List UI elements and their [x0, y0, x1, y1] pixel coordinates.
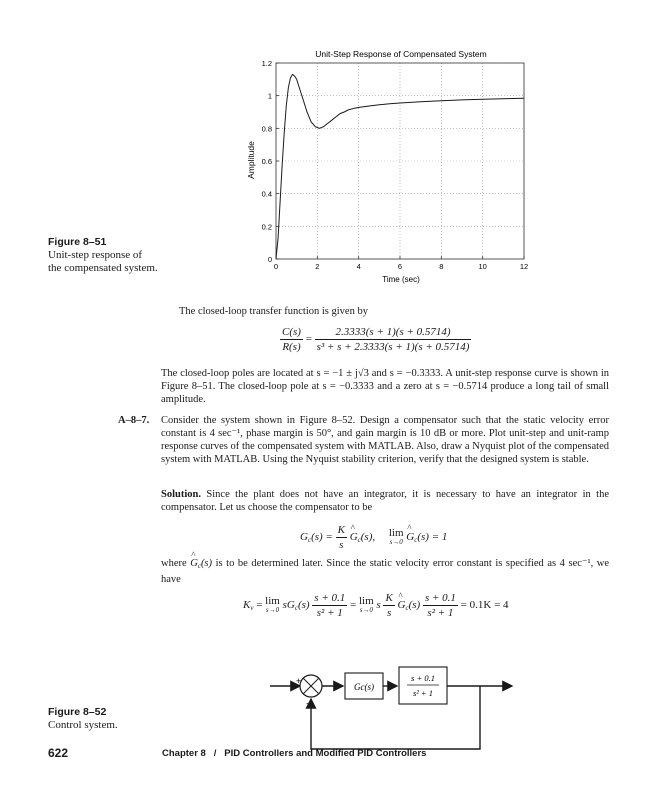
figure-8-51-text: Unit-step response of the compensated system.: [48, 249, 158, 274]
chart-grid: [276, 63, 524, 259]
poles-paragraph: The closed-loop poles are located at s = −1 ± j√3 and s = −0.3333. A unit-step response curve is shown in Figure 8–51. The closed-loop pole at s = −0.3333 and a zero at s = −0.5714 produce a long tail of small amplitude.: [161, 368, 609, 405]
x-tick-label: 0: [273, 262, 279, 271]
plus-sign: +: [296, 676, 302, 686]
compensator-equation: $G_c(s)$ = $\frac{K}{s}$ ^ $G_c(s)$, lim s→0 ^ $G_c(s) = 1$: [300, 524, 447, 551]
feedback-path: [311, 686, 480, 749]
figure-8-51-caption: [48, 236, 158, 275]
kv-equation: $K_v$ = lim s→0 $sG_c(s)$ $\frac{s + 0.1}{\text{s² + 1}}$ = lim s→0 s $\frac{K}{s}$ ^ $G_c(s)$ $\frac{s + 0.1}{\text{s² + 1}}$ = 0.1K = 4: [243, 592, 509, 619]
compensator-block-label: Gc(s): [354, 682, 374, 692]
closed-loop-intro: The closed-loop transfer function is given by: [179, 306, 368, 317]
tf-rhs-den: s³ + s + 2.3333(s + 1)(s + 0.5714): [316, 341, 470, 353]
tf-rhs-num: 2.3333(s + 1)(s + 0.5714): [315, 326, 472, 340]
y-tick-label: 0: [267, 255, 272, 264]
x-tick-label: 12: [519, 262, 529, 271]
minus-sign: −: [306, 699, 312, 710]
y-tick-label: 0.2: [261, 222, 272, 232]
page-number: 622: [48, 746, 69, 760]
where-paragraph: where ^ $G_c(s)$ is to be determined later. Since the static velocity error constant is specified as 4 sec⁻¹, we have: [161, 557, 609, 586]
plant-denominator: s² + 1: [412, 688, 434, 698]
x-tick-label: 10: [478, 262, 487, 271]
problem-label: A–8–7.: [118, 415, 150, 426]
chart-ticks: [262, 59, 529, 271]
figure-8-52-caption: [48, 706, 158, 732]
transfer-function-equation: $\frac{C(s)}{R(s)}$ = $\frac{2.3333(s + 1)(s + 0.5714)}{\text{s³ + s + 2.3333(s + 1)(s + 0.5714)}}$: [282, 326, 470, 353]
block-diagram: [0, 630, 653, 765]
plant-numerator: s + 0.1: [411, 673, 435, 683]
y-tick-label: 0.4: [261, 189, 272, 199]
solution-label: Solution.: [161, 489, 201, 500]
solution-paragraph: [161, 488, 609, 514]
chart-ylabel: Amplitude: [246, 141, 256, 179]
figure-8-52-label: Figure 8–52: [48, 706, 107, 718]
solution-text: Since the plant does not have an integrator, it is necessary to have an integrator in the compensator. Let us choose the compensator to be: [161, 489, 609, 513]
x-tick-label: 4: [356, 262, 361, 271]
y-tick-label: 0.8: [261, 124, 272, 134]
chart-xlabel: Time (sec): [382, 275, 420, 284]
y-tick-label: 1.2: [261, 59, 272, 68]
y-tick-label: 1: [267, 91, 272, 101]
y-tick-label: 0.6: [261, 157, 272, 166]
figure-8-51-label: Figure 8–51: [48, 236, 107, 248]
problem-text: Consider the system shown in Figure 8–52. Design a compensator such that the static velocity error constant is 4 sec⁻¹, phase margin is 50°, and gain margin is 10 dB or more. Plot unit-step and unit-ramp response curves of the compensated system with MATLAB. Also, draw a Nyquist plot of the compensated system with MATLAB. Using the Nyquist stability criterion, verify that the designed system is stable.: [161, 415, 609, 465]
x-tick-label: 2: [315, 262, 320, 271]
tf-lhs-den: R(s): [282, 341, 301, 353]
x-tick-label: 6: [397, 262, 403, 271]
figure-8-52-text: Control system.: [48, 719, 118, 731]
chapter-footer: Chapter 8 / PID Controllers and Modified PID Controllers: [162, 748, 427, 759]
chart-title: Unit-Step Response of Compensated System: [315, 49, 487, 59]
tf-lhs-num: C(s): [282, 326, 301, 338]
x-tick-label: 8: [439, 262, 444, 271]
